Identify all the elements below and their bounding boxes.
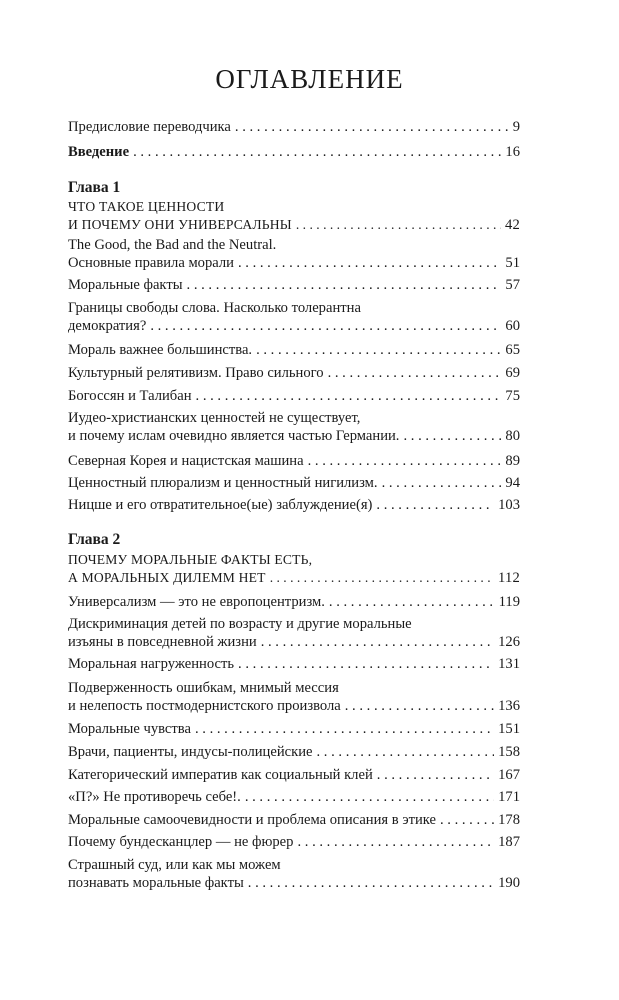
toc-page-number: 80 [505, 428, 520, 444]
toc-entry-title: И ПОЧЕМУ ОНИ УНИВЕРСАЛЬНЫ [68, 217, 292, 232]
toc-entry[interactable]: Страшный суд, или как мы можем познавать моральные факты . . . 190 [68, 856, 520, 892]
toc-entry-title: Универсализм — это не европоцентризм. [68, 594, 325, 610]
toc-page-number: 89 [505, 453, 520, 469]
toc-entry-title: Ценностный плюрализм и ценностный нигилизм. [68, 475, 378, 491]
dot-leader [270, 569, 494, 587]
dot-leader [403, 427, 501, 445]
dot-leader [328, 364, 502, 382]
toc-page-number: 103 [498, 497, 520, 513]
toc-entry[interactable] [68, 496, 520, 514]
toc-page-number: 60 [505, 318, 520, 334]
dot-leader [296, 216, 501, 234]
toc-entry[interactable] [68, 387, 520, 405]
dot-leader [238, 254, 501, 272]
toc-entry-title: «П?» Не противоречь себе!. [68, 789, 241, 805]
toc-entry-title: Богоссян и Талибан [68, 388, 192, 404]
toc-entry[interactable] [68, 833, 520, 851]
toc-page-number: 171 [498, 789, 520, 805]
toc-entry[interactable]: The Good, the Bad and the Neutral. Основные правила морали . . . 51 [68, 236, 520, 272]
toc-page-number: 42 [505, 217, 520, 233]
toc-entry[interactable]: Подверженность ошибкам, мнимый мессия и нелепость постмодернистского произвола . . . 136 [68, 679, 520, 715]
toc-page-number: 158 [498, 744, 520, 760]
toc-page-number: 187 [498, 834, 520, 850]
dot-leader [187, 276, 502, 294]
toc-entry-title: А МОРАЛЬНЫХ ДИЛЕММ НЕТ [68, 570, 266, 585]
toc-entry[interactable]: Иудео-христианских ценностей не существует, и почему ислам очевидно является частью Германии. . . . 80 [68, 409, 520, 445]
dot-leader [238, 655, 494, 673]
toc-page-number: 65 [505, 342, 520, 358]
chapter-label: Глава 1 [68, 179, 121, 196]
dot-leader [235, 118, 509, 136]
page-title: ОГЛАВЛЕНИЕ [215, 64, 404, 94]
toc-entry-title: Моральная нагруженность [68, 656, 235, 672]
toc-entry-title: Категорический императив как социальный клей [68, 767, 373, 783]
toc-entry-preface[interactable] [68, 118, 520, 136]
toc-entry[interactable] [68, 474, 520, 492]
toc-page-number: 126 [498, 634, 520, 650]
toc-entry-title: Культурный релятивизм. Право сильного [68, 365, 324, 381]
toc-page-number: 167 [498, 767, 520, 783]
dot-leader [308, 452, 502, 470]
toc-entry[interactable] [68, 720, 520, 738]
toc-page-number: 94 [505, 475, 520, 491]
dot-leader [382, 474, 502, 492]
dot-leader [317, 743, 495, 761]
toc-entry-title: Северная Корея и нацистская машина [68, 453, 304, 469]
toc-entry-title: Основные правила морали [68, 255, 234, 271]
dot-leader [248, 874, 494, 892]
toc-page-number: 131 [498, 656, 520, 672]
toc-entry-introduction[interactable] [68, 143, 520, 161]
toc-entry[interactable] [68, 766, 520, 784]
toc-entry-title: Введение [68, 144, 130, 160]
toc-page-number: 190 [498, 875, 520, 891]
dot-leader [377, 766, 494, 784]
toc-entry-title: Ницше и его отвратительное(ые) заблуждение(я) [68, 497, 373, 513]
toc-entry[interactable] [68, 655, 520, 673]
toc-entry-title: познавать моральные факты [68, 875, 244, 891]
toc-page-number: 9 [512, 119, 520, 135]
dot-leader [150, 317, 501, 335]
dot-leader [256, 341, 501, 359]
toc-entry-title: и нелепость постмодернистского произвола [68, 698, 341, 714]
dot-leader [245, 788, 494, 806]
toc-entry[interactable] [68, 452, 520, 470]
toc-page-number: 178 [498, 812, 520, 828]
toc-page-number: 16 [505, 144, 520, 160]
toc-entry-title: Врачи, пациенты, индусы-полицейские [68, 744, 313, 760]
toc-entry-title: Предисловие переводчика [68, 119, 231, 135]
toc-entry[interactable] [68, 341, 520, 359]
toc-entry-title: Моральные чувства [68, 721, 191, 737]
toc-entry-title: Моральные факты [68, 277, 183, 293]
toc-entry[interactable] [68, 364, 520, 382]
toc-page-number: 57 [505, 277, 520, 293]
toc-page-number: 75 [505, 388, 520, 404]
dot-leader [376, 496, 494, 514]
dot-leader [196, 387, 502, 405]
dot-leader [195, 720, 494, 738]
toc-entry[interactable] [68, 593, 520, 611]
toc-entry[interactable] [68, 811, 520, 829]
toc-page-number: 119 [498, 594, 520, 610]
toc-entry-title: изъяны в повседневной жизни [68, 634, 257, 650]
chapter-heading[interactable]: ЧТО ТАКОЕ ЦЕННОСТИ И ПОЧЕМУ ОНИ УНИВЕРСАЛЬНЫ . . . 42 [68, 198, 520, 234]
toc-page-number: 69 [505, 365, 520, 381]
dot-leader [261, 633, 494, 651]
dot-leader [297, 833, 494, 851]
toc-entry-title: Моральные самоочевидности и проблема описания в этике [68, 812, 436, 828]
toc-entry-title: Мораль важнее большинства. [68, 342, 253, 358]
toc-entry-title: демократия? [68, 318, 147, 334]
toc-entry[interactable] [68, 743, 520, 761]
toc-page-number: 136 [498, 698, 520, 714]
toc-page-number: 51 [505, 255, 520, 271]
toc-entry[interactable] [68, 788, 520, 806]
toc-entry[interactable]: Границы свободы слова. Насколько толерантна демократия? . . . 60 [68, 299, 520, 335]
chapter-heading[interactable]: ПОЧЕМУ МОРАЛЬНЫЕ ФАКТЫ ЕСТЬ, А МОРАЛЬНЫХ ДИЛЕММ НЕТ . . . 112 [68, 551, 520, 587]
dot-leader [133, 143, 501, 161]
toc-entry[interactable] [68, 276, 520, 294]
toc-entry-title: Почему бундесканцлер — не фюрер [68, 834, 294, 850]
dot-leader [345, 697, 494, 715]
toc-entry[interactable]: Дискриминация детей по возрасту и другие моральные изъяны в повседневной жизни . . . 126 [68, 615, 520, 651]
chapter-label: Глава 2 [68, 531, 121, 548]
dot-leader [440, 811, 494, 829]
toc-page-number: 151 [498, 721, 520, 737]
toc-page-number: 112 [498, 570, 520, 586]
toc-entry-title: и почему ислам очевидно является частью Германии. [68, 428, 400, 444]
dot-leader [329, 593, 495, 611]
